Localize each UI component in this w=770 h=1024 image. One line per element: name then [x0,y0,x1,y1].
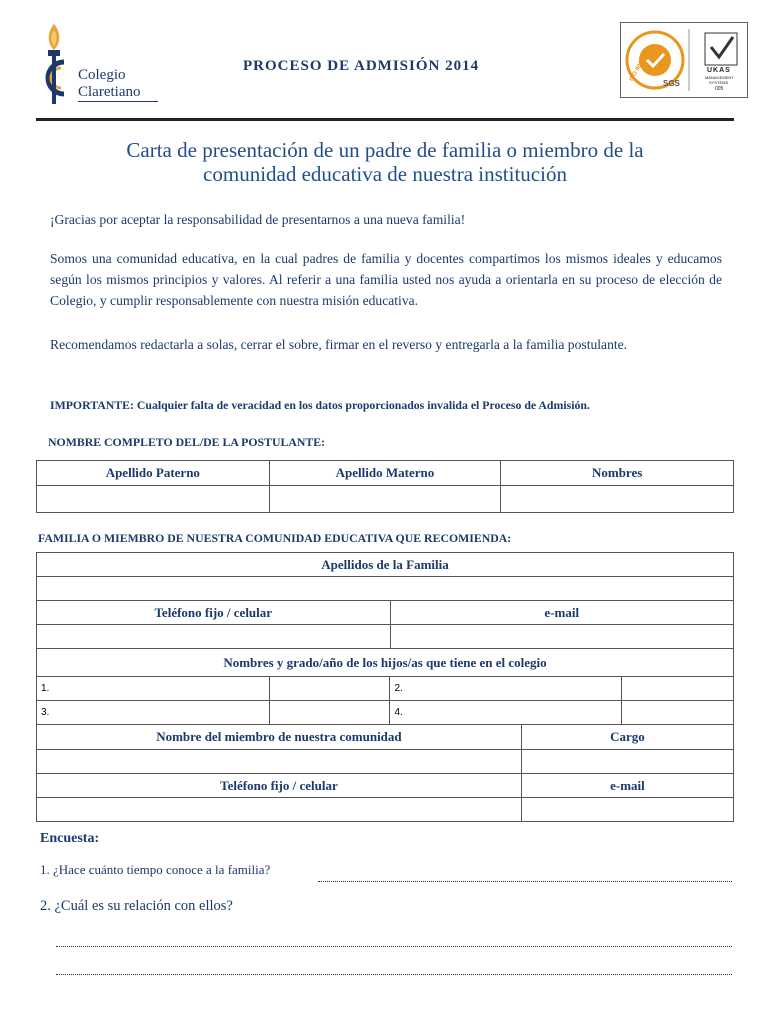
ukas-number: 005 [715,86,724,92]
email-miembro-header: e-mail [521,774,733,798]
page-title-line-1: Carta de presentación de un padre de familia o miembro de la [126,138,644,162]
answer-2-line-1[interactable] [56,946,732,947]
logo-line-1: Colegio [78,67,126,83]
hijo-1-field[interactable]: 1. [37,677,270,701]
miembro-field[interactable] [37,750,522,774]
telefono-field[interactable] [37,625,391,649]
apellido-paterno-header: Apellido Paterno [37,461,270,486]
miembro-header: Nombre del miembro de nuestra comunidad [37,725,522,750]
encuesta-title: Encuesta: [40,831,100,846]
recommendation-paragraph: Recomendamos redactarla a solas, cerrar el sobre, firmar en el reverso y entregarla a la familia postulante. [50,337,628,352]
email-header: e-mail [390,601,733,625]
miembro-table [36,724,734,822]
nombres-field[interactable] [501,486,734,513]
email-miembro-field[interactable] [521,798,733,822]
hijo-2-field[interactable]: 2. [390,677,621,701]
apellido-materno-field[interactable] [269,486,501,513]
postulante-table [36,460,734,513]
ukas-label: UKAS [707,67,731,74]
sgs-label: SGS [663,79,680,88]
hijo-4-grado-field[interactable] [621,701,733,725]
apellidos-familia-header: Apellidos de la Familia [37,553,734,577]
hijos-table [36,676,734,725]
hijo-3-grado-field[interactable] [270,701,390,725]
nombres-header: Nombres [501,461,734,486]
intro-paragraph: Somos una comunidad educativa, en la cual padres de familia y docentes compartimos los mismos ideales y educamos según los mismos principios y valores. Al referir a una familia usted nos ayuda a orientarla en su proceso de elección de Colegio, y cumplir responsablemente con nuestra misión educativa. [50,251,722,308]
hijo-1-grado-field[interactable] [270,677,390,701]
colegio-logo-icon [34,22,74,108]
header-rule [36,118,734,121]
ukas-sub-2: SYSTEMS [709,80,729,85]
logo-underline [78,101,158,102]
hijo-4-field[interactable]: 4. [390,701,621,725]
thanks-text: ¡Gracias por aceptar la responsabilidad de presentarnos a una nueva familia! [50,212,466,227]
apellido-paterno-field[interactable] [37,486,270,513]
familia-label: FAMILIA O MIEMBRO DE NUESTRA COMUNIDAD EDUCATIVA QUE RECOMIENDA: [38,531,512,545]
telefono-miembro-field[interactable] [37,798,522,822]
email-field[interactable] [390,625,733,649]
important-notice: IMPORTANTE: Cualquier falta de veracidad en los datos proporcionados invalida el Proceso de Admisión. [50,398,590,412]
cargo-field[interactable] [521,750,733,774]
postulante-label: NOMBRE COMPLETO DEL/DE LA POSTULANTE: [48,435,326,449]
question-2: 2. ¿Cuál es su relación con ellos? [40,898,233,914]
hijos-header: Nombres y grado/año de los hijos/as que tiene en el colegio [37,649,734,677]
telefono-header: Teléfono fijo / celular [37,601,391,625]
answer-1-line[interactable] [318,881,732,882]
ukas-sub-1: MANAGEMENT [705,75,734,80]
telefono-miembro-header: Teléfono fijo / celular [37,774,522,798]
apellido-materno-header: Apellido Materno [269,461,501,486]
iso-label: ISO 9001 [628,57,647,83]
hijo-3-field[interactable]: 3. [37,701,270,725]
hijo-2-grado-field[interactable] [621,677,733,701]
certification-box [620,22,748,98]
proceso-title: PROCESO DE ADMISIÓN 2014 [243,58,480,74]
page-title-line-2: comunidad educativa de nuestra institución [203,162,567,186]
familia-table [36,552,734,677]
question-1: 1. ¿Hace cuánto tiempo conoce a la familia? [40,862,271,877]
cargo-header: Cargo [521,725,733,750]
logo-line-2: Claretiano [78,84,141,100]
answer-2-line-2[interactable] [56,974,732,975]
apellidos-familia-field[interactable] [37,577,734,601]
